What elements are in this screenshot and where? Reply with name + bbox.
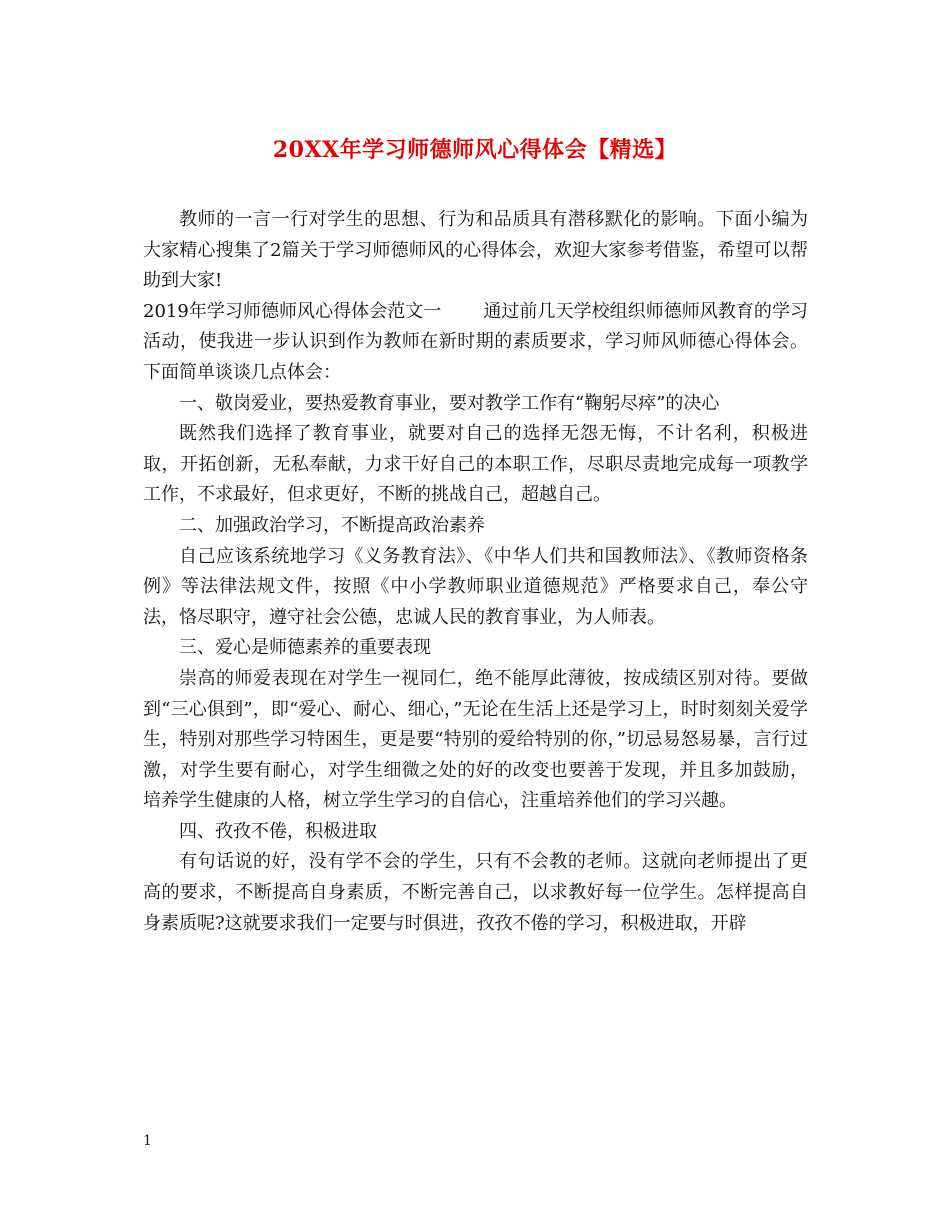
- section-heading-1: 一、敬岗爱业，要热爱教育事业，要对教学工作有“鞠躬尽瘁”的决心: [179, 392, 720, 414]
- document-title: 20XX年学习师德师风心得体会【精选】: [272, 137, 678, 163]
- essay-label: 2019年学习师德师风心得体会范文一: [143, 300, 442, 322]
- section-body-3: 崇高的师爱表现在对学生一视同仁，绝不能厚此薄彼，按成绩区别对待。要做到“三心俱到”，即“爱心、耐心、细心，”无论在生活上还是学习上，时时刻刻关爱学生，特别对那些学习特困生，更是要“特别的爱给特别的你，”切忌易怒易暴，言行过激，对学生要有耐心，对学生细微之处的好的改变也要善于发现，并且多加鼓励，培养学生健康的人格，树立学生学习的自信心，注重培养他们的学习兴趣。: [143, 667, 808, 812]
- section-heading-2: 二、加强政治学习，不断提高政治素养: [179, 514, 485, 536]
- document-body: [143, 205, 808, 939]
- intro-paragraph: 教师的一言一行对学生的思想、行为和品质具有潜移默化的影响。下面小编为大家精心搜集了2篇关于学习师德师风的心得体会，欢迎大家参考借鉴，希望可以帮助到大家!: [143, 209, 808, 292]
- section-body-4: 有句话说的好，没有学不会的学生，只有不会教的老师。这就向老师提出了更高的要求，不断提高自身素质，不断完善自己，以求教好每一位学生。怎样提高自身素质呢?这就要求我们一定要与时俱进，孜孜不倦的学习，积极进取，开辟: [143, 851, 808, 934]
- section-body-2: 自己应该系统地学习《义务教育法》、《中华人们共和国教师法》、《教师资格条例》等法律法规文件，按照《中小学教师职业道德规范》严格要求自己，奉公守法，恪尽职守，遵守社会公德，忠诚人民的教育事业，为人师表。: [143, 545, 808, 628]
- section-heading-3: 三、爱心是师德素养的重要表现: [179, 637, 431, 659]
- essay-opening-paragraph: [143, 297, 808, 389]
- section-body-1: 既然我们选择了教育事业，就要对自己的选择无怨无悔，不计名利，积极进取，开拓创新，无私奉献，力求干好自己的本职工作，尽职尽责地完成每一项教学工作，不求最好，但求更好，不断的挑战自己，超越自己。: [143, 423, 808, 506]
- section-heading-4: 四、孜孜不倦，积极进取: [179, 820, 377, 842]
- essay-intro: 通过前几天学校组织师德师风教育的学习活动，使我进一步认识到作为教师在新时期的素质要求，学习师风师德心得体会。下面简单谈谈几点体会：: [143, 300, 809, 383]
- page-number: 1: [143, 1133, 152, 1149]
